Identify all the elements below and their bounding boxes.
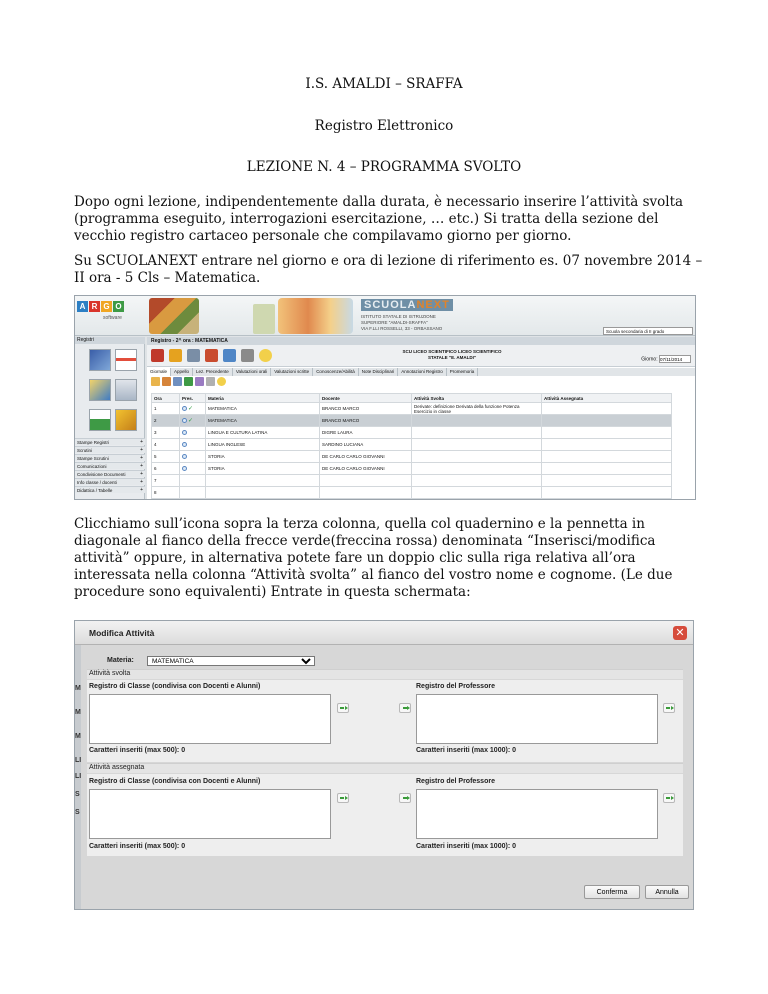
cell-attivita-svolta[interactable]	[412, 415, 542, 427]
register-class-icon[interactable]	[89, 349, 111, 371]
conferma-button[interactable]: Conferma	[584, 885, 640, 899]
section-band-svolta	[87, 669, 683, 679]
assegnata-professore-textarea[interactable]	[416, 789, 658, 839]
sidebar-header-registri[interactable]: Registri	[75, 337, 145, 344]
assegnata-professore-counter: Caratteri inseriti (max 1000): 0	[416, 843, 516, 850]
cell-materia	[206, 487, 320, 499]
argo-letter: A	[77, 301, 88, 312]
svolta-professore-textarea[interactable]	[416, 694, 658, 744]
tab-appello[interactable]: Appello	[171, 368, 193, 376]
banner-books-image	[149, 298, 199, 334]
school-name: SCU LICEO SCIENTIFICO LICEO SCIENTIFICO STATALE "E. AMALDI"	[402, 349, 502, 360]
cell-ora: 7	[152, 475, 180, 487]
copy-to-class-icon[interactable]	[337, 703, 349, 713]
book-icon[interactable]	[205, 349, 218, 362]
check-icon: ✓	[188, 418, 194, 424]
cell-attivita-assegnata[interactable]	[542, 403, 672, 415]
sidebar-item-stampe-registri[interactable]: Stampe Registri +	[75, 438, 145, 445]
school-level-select[interactable]: Scuola secondaria di II grado	[603, 327, 693, 335]
register-title: Registro - 2^ ora : MATEMATICA	[147, 337, 696, 345]
tab-note-disciplinari[interactable]: Note Disciplinari	[359, 368, 399, 376]
procedure-paragraph: Clicchiamo sull’icona sopra la terza colonna, quella col quadernino e la pennetta in diagonale al fianco della frecce verde(freccina rossa) denominata “Inserisci/modifica attività” oppure, in alternativa potete fare un doppio clic sulla riga relativa all’ora interessata nella colonna “Attività svolta” al fianco del vostro nome e cognome. (Le due procedure sono equivalenti) Entrate in questa schermata:	[74, 516, 673, 600]
clipboard-icon[interactable]	[206, 377, 215, 386]
giorno-input[interactable]	[659, 355, 691, 363]
edge-letter: M	[75, 709, 81, 716]
argo-sub: software	[103, 315, 122, 321]
cell-materia: STORIA	[206, 451, 320, 463]
argo-logo	[77, 301, 124, 312]
folder-icon[interactable]	[115, 409, 137, 431]
column-header: Ora	[152, 394, 180, 403]
presence-icon[interactable]	[182, 418, 187, 423]
cell-attivita-svolta[interactable]	[412, 487, 542, 499]
instruction-paragraph: Su SCUOLANEXT entrare nel giorno e ora di lezione di riferimento es. 07 novembre 2014 – II ora - 5 Cls – Matematica.	[74, 253, 703, 286]
argo-letter: R	[89, 301, 100, 312]
presence-icon[interactable]	[182, 466, 187, 471]
tab-lez-precedente[interactable]: Lez. Precedente	[193, 368, 233, 376]
cell-ora: 3	[152, 427, 180, 439]
cell-pres[interactable]	[180, 427, 206, 439]
table-row[interactable]	[152, 451, 672, 463]
column-header: Attività Assegnata	[542, 394, 672, 403]
sidebar-item-info-classe[interactable]: Info classe / docenti +	[75, 478, 145, 485]
idea-icon[interactable]	[217, 377, 226, 386]
edge-letter: M	[75, 685, 81, 692]
dialog-title: Modifica Attività	[89, 628, 155, 638]
cell-attivita-svolta[interactable]	[412, 463, 542, 475]
tab-annotazioni[interactable]: Annotazioni Registro	[398, 368, 447, 376]
assegnata-classe-counter: Caratteri inseriti (max 500): 0	[89, 843, 186, 850]
banner-desk-image	[253, 304, 275, 334]
registro-professore-label: Registro del Professore	[416, 683, 495, 690]
giorno-label: Giorno:	[641, 356, 658, 363]
cell-attivita-svolta[interactable]	[412, 439, 542, 451]
close-icon[interactable]: ✕	[673, 626, 687, 640]
section-attivita-assegnata: Attività assegnata	[89, 764, 145, 771]
app-banner	[75, 296, 696, 336]
edge-letter: S	[75, 809, 80, 816]
banner-students-image	[278, 298, 353, 334]
sidebar-item-scrutini[interactable]: Scrutini +	[75, 446, 145, 453]
notebook-pen-icon[interactable]	[89, 379, 111, 401]
materia-select[interactable]	[147, 656, 315, 666]
column-header: Pres.	[180, 394, 206, 403]
column-header: Docente	[320, 394, 412, 403]
edge-letter: LI	[75, 757, 82, 764]
table-row[interactable]	[152, 463, 672, 475]
cell-pres[interactable]	[180, 403, 206, 415]
row-action-icons	[151, 377, 226, 386]
students-icon[interactable]	[162, 377, 171, 386]
cell-attivita-svolta[interactable]: Derivate: definizione Derivata della funzione Potenza Esercizio in classe	[412, 403, 542, 415]
register-toolbar	[147, 345, 696, 367]
school-info: ISTITUTO STATALE DI ISTRUZIONE SUPERIORE "AMALDI-SRAFFA" VIA F.LLI ROSSELLI, 33 - ORBASSANO	[361, 314, 443, 331]
student-icon[interactable]	[151, 377, 160, 386]
presence-icon[interactable]	[182, 406, 187, 411]
svolta-professore-counter: Caratteri inseriti (max 1000): 0	[416, 747, 516, 754]
cell-pres[interactable]	[180, 451, 206, 463]
sidebar-item-stampe-scrutini[interactable]: Stampe Scrutini +	[75, 454, 145, 461]
edge-letter: LI	[75, 773, 82, 780]
background-window-edge	[75, 645, 81, 910]
cell-docente: DE CARLO CARLO GIOVANNI	[320, 463, 412, 475]
edge-letter: M	[75, 733, 81, 740]
cell-attivita-assegnata[interactable]	[542, 427, 672, 439]
copy-arrow-icon[interactable]	[399, 793, 411, 803]
tab-valutazioni-orali[interactable]: Valutazioni orali	[233, 368, 271, 376]
table-row[interactable]	[152, 487, 672, 499]
cell-materia: STORIA	[206, 463, 320, 475]
sidebar-item-comunicazioni[interactable]: Comunicazioni +	[75, 462, 145, 469]
edge-letter: S	[75, 791, 80, 798]
materia-label: Materia:	[107, 657, 134, 664]
modifica-attivita-screenshot	[74, 620, 694, 910]
cell-attivita-svolta[interactable]	[412, 475, 542, 487]
registro-classe-label: Registro di Classe (condivisa con Docenti e Alunni)	[89, 683, 261, 690]
column-header: Materia	[206, 394, 320, 403]
cell-docente	[320, 487, 412, 499]
notes-icon[interactable]	[195, 377, 204, 386]
giorno-field	[641, 355, 691, 363]
left-sidebar	[75, 337, 145, 500]
svolta-classe-textarea[interactable]	[89, 694, 331, 744]
column-header: Attività Svolta	[412, 394, 542, 403]
argo-letter: G	[101, 301, 112, 312]
table-row[interactable]	[152, 475, 672, 487]
print-icon[interactable]	[241, 349, 254, 362]
cell-materia	[206, 475, 320, 487]
cell-docente: DE CARLO CARLO GIOVANNI	[320, 451, 412, 463]
intro-paragraph: Dopo ogni lezione, indipendentemente dalla durata, è necessario inserire l’attività svolta (programma eseguito, interrogazioni esercitazione, … etc.) Si tratta della sezione del vecchio registro cartaceo personale che compilavamo giorno per giorno.	[74, 194, 684, 244]
cell-attivita-assegnata[interactable]	[542, 463, 672, 475]
registro-professore-label: Registro del Professore	[416, 778, 495, 785]
edit-activity-icon[interactable]	[173, 377, 182, 386]
header-institute: I.S. AMALDI – SRAFFA	[305, 76, 463, 92]
cell-pres[interactable]	[180, 439, 206, 451]
cell-docente: SARDINO LUCIANA	[320, 439, 412, 451]
table-row[interactable]	[152, 403, 672, 415]
cell-docente: BRANCO MARCO	[320, 415, 412, 427]
copy-to-class-icon[interactable]	[337, 793, 349, 803]
cell-pres	[180, 475, 206, 487]
cell-materia: MATEMATICA	[206, 403, 320, 415]
chart-icon[interactable]	[223, 349, 236, 362]
table-row[interactable]	[152, 427, 672, 439]
presence-icon[interactable]	[182, 454, 187, 459]
cell-attivita-assegnata[interactable]	[542, 475, 672, 487]
cell-materia: MATEMATICA	[206, 415, 320, 427]
cell-ora: 2	[152, 415, 180, 427]
calendar-icon[interactable]	[115, 349, 137, 371]
assegnata-classe-textarea[interactable]	[89, 789, 331, 839]
cell-pres[interactable]	[180, 463, 206, 475]
sidebar-item-didattica[interactable]: Didattica / Tabelle +	[75, 486, 145, 493]
tab-promemoria[interactable]: Promemoria	[447, 368, 479, 376]
cell-pres	[180, 487, 206, 499]
copy-to-prof-icon[interactable]	[663, 793, 675, 803]
registro-classe-label: Registro di Classe (condivisa con Docenti e Alunni)	[89, 778, 261, 785]
register-tabs	[147, 368, 696, 376]
checkmark-icon[interactable]	[89, 409, 111, 431]
annulla-button[interactable]: Annulla	[645, 885, 689, 899]
tab-conoscenze[interactable]: Conoscenze/Abilità	[313, 368, 359, 376]
cell-materia: LINGUA E CULTURA LATINA	[206, 427, 320, 439]
table-header-row	[152, 394, 672, 403]
cell-ora: 4	[152, 439, 180, 451]
table-row[interactable]	[152, 439, 672, 451]
cell-attivita-assegnata[interactable]	[542, 415, 672, 427]
section-band-assegnata	[87, 763, 683, 773]
scuolanext-logo: SCUOLANEXT	[361, 299, 453, 311]
presence-icon[interactable]	[182, 442, 187, 447]
copy-to-prof-icon[interactable]	[663, 703, 675, 713]
cell-attivita-assegnata[interactable]	[542, 451, 672, 463]
section-attivita-svolta: Attività svolta	[89, 670, 131, 677]
tab-valutazioni-scritte[interactable]: Valutazioni scritte	[271, 368, 313, 376]
lock-icon[interactable]	[169, 349, 182, 362]
table-row[interactable]	[152, 415, 672, 427]
header-lesson: LEZIONE N. 4 – PROGRAMMA SVOLTO	[246, 159, 522, 175]
register-main-panel	[147, 337, 696, 500]
cell-ora: 6	[152, 463, 180, 475]
grid-icon[interactable]	[187, 349, 200, 362]
lightbulb-icon[interactable]	[259, 349, 272, 362]
scuolanext-register-screenshot	[74, 295, 696, 500]
sidebar-item-condivisione-documenti[interactable]: Condivisione Documenti +	[75, 470, 145, 477]
argo-letter: O	[113, 301, 124, 312]
cell-attivita-svolta[interactable]	[412, 427, 542, 439]
cell-materia: LINGUA INGLESE	[206, 439, 320, 451]
cell-ora: 8	[152, 487, 180, 499]
cell-ora: 1	[152, 403, 180, 415]
cell-docente: DIGRE LAURA	[320, 427, 412, 439]
cell-ora: 5	[152, 451, 180, 463]
cell-attivita-assegnata[interactable]	[542, 487, 672, 499]
tab-giornale[interactable]: Giornale	[147, 368, 171, 376]
cell-attivita-assegnata[interactable]	[542, 439, 672, 451]
svolta-classe-counter: Caratteri inseriti (max 500): 0	[89, 747, 186, 754]
cell-docente	[320, 475, 412, 487]
copy-arrow-icon[interactable]	[399, 703, 411, 713]
presence-icon[interactable]	[182, 430, 187, 435]
register-flag-icon[interactable]	[151, 349, 164, 362]
lessons-table	[151, 393, 672, 499]
cell-pres[interactable]	[180, 415, 206, 427]
green-arrow-icon[interactable]	[184, 377, 193, 386]
dialog-header	[75, 621, 694, 645]
check-icon: ✓	[188, 406, 194, 412]
cell-docente: BRANCO MARCO	[320, 403, 412, 415]
document-icon[interactable]	[115, 379, 137, 401]
cell-attivita-svolta[interactable]	[412, 451, 542, 463]
header-registro: Registro Elettronico	[314, 118, 454, 134]
